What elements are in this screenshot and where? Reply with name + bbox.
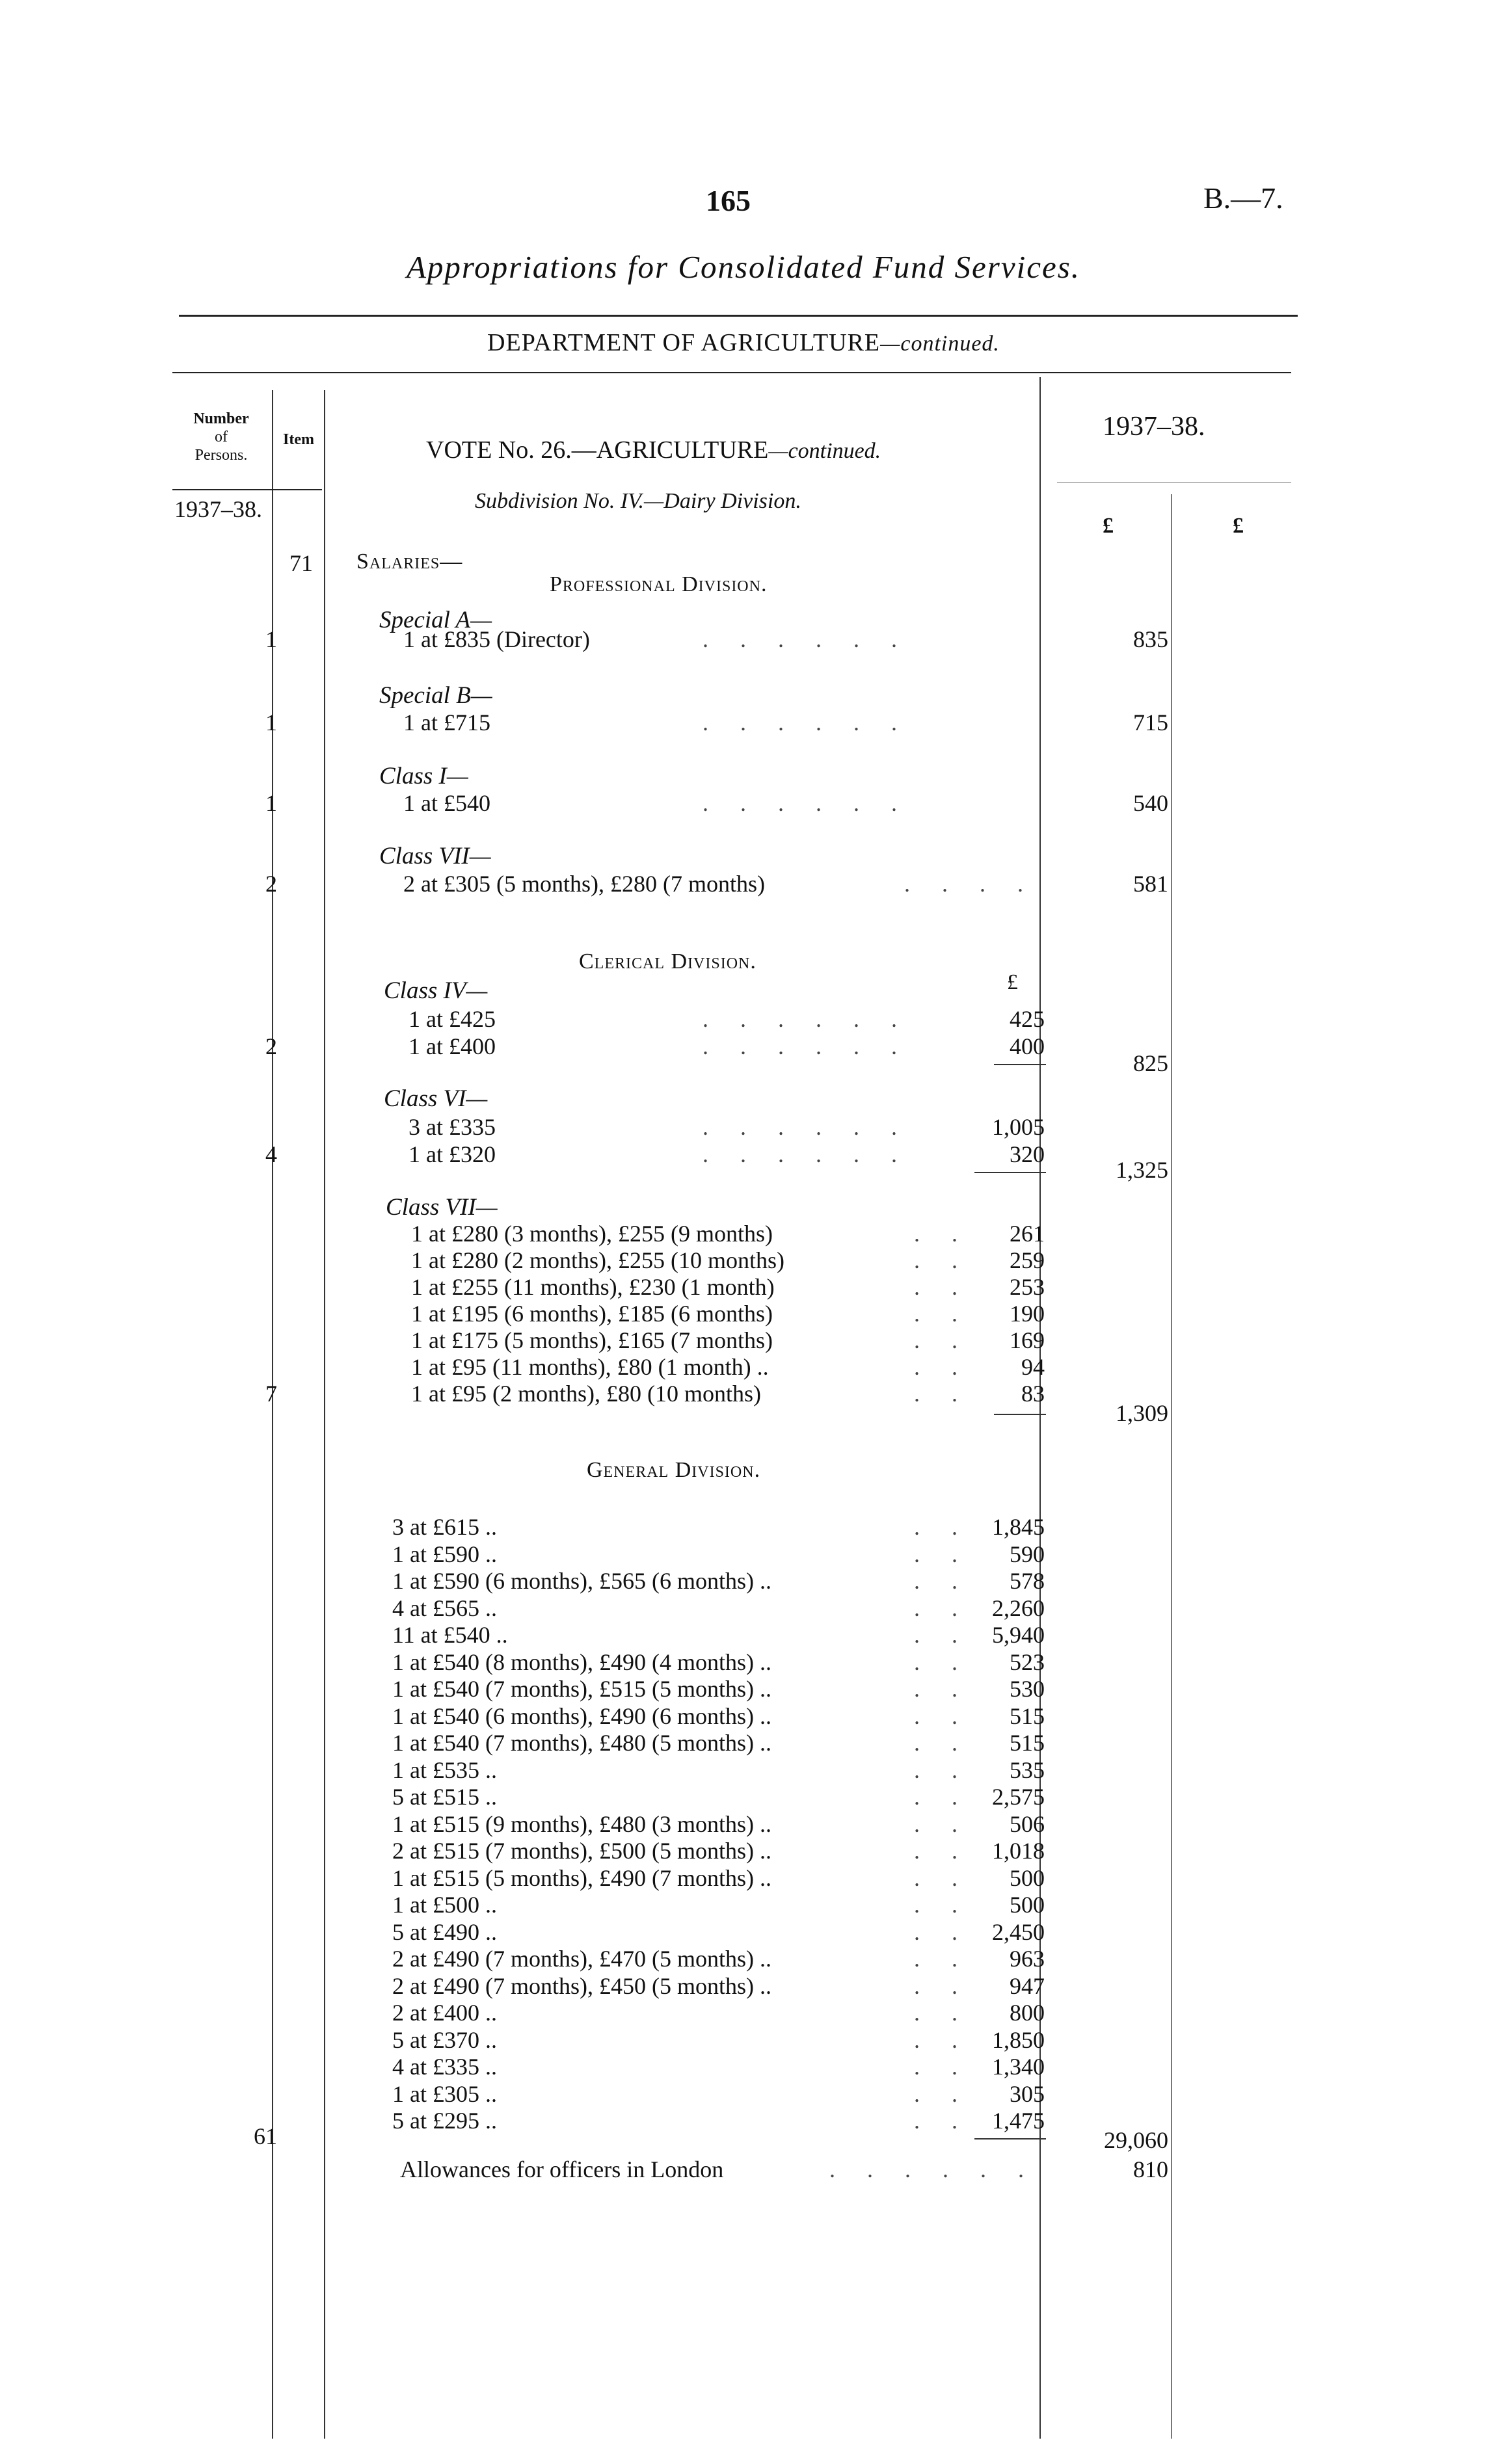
title-rule [179,315,1298,317]
page-title: Appropriations for Consolidated Fund Services. [406,249,1081,285]
subtotal-row: 29,060 [1104,2127,1168,2153]
group-label: Special A— [379,607,492,633]
table-row: 5 at £370 .. . . 1,850 [392,2026,1045,2053]
group-label: Class VII— [379,843,491,869]
table-row: 5 at £515 .. . . 2,575 [392,1784,1045,1810]
item-header: Item [283,431,314,448]
table-row: 1 at £175 (5 months), £165 (7 months) . . 169 [411,1327,1045,1353]
table-row: 2 at £515 (7 months), £500 (5 months) .. . . 1,018 [392,1838,1045,1864]
table-row: 1 at £515 (5 months), £490 (7 months) .. . . 500 [392,1864,1045,1891]
table-row: 4 at £565 .. . . 2,260 [392,1595,1045,1621]
clerical-division-heading: Clerical Division. [579,949,757,974]
table-row: 11 at £540 .. . . 5,940 [392,1622,1045,1648]
general-division-heading: General Division. [587,1458,761,1482]
table-row: 7 1 at £95 (2 months), £80 (10 months) . . 83 [265,1381,1045,1407]
table-row: 1 at £515 (9 months), £480 (3 months) .. . . 506 [392,1810,1045,1837]
subtotal-row: 1,325 [1116,1157,1168,1183]
document-reference: B.—7. [1203,181,1283,215]
pound-header-2: £ [1233,514,1244,538]
table-row: 1 at £280 (2 months), £255 (10 months) . . 259 [411,1247,1045,1273]
table-row: 5 at £295 .. . . 1,475 [392,2108,1045,2134]
table-row: 5 at £490 .. . . 2,450 [392,1918,1045,1945]
table-row: 1 at £540 (8 months), £490 (4 months) .. . . 523 [392,1649,1045,1675]
pound-inner: £ [1007,970,1018,994]
professional-division-heading: Professional Division. [550,572,768,596]
table-row: 1 at £590 .. . . 590 [392,1541,1045,1567]
group-label: Special B— [379,682,492,709]
allowances-row: Allowances for officers in London . . . . . . 810 [400,2156,1168,2182]
table-row: 1 at £425 . . . . . . 425 [409,1006,1045,1032]
table-row: 1 1 at £835 (Director) . . . . . . 835 [265,626,1168,652]
table-row: 1 at £305 .. . . 305 [392,2080,1045,2107]
table-row: 2 1 at £400 . . . . . . 400 [265,1033,1045,1059]
table-row: 2 2 at £305 (5 months), £280 (7 months) . . . . 581 [265,871,1168,897]
table-row: 1 at £540 (7 months), £480 (5 months) .. . . 515 [392,1730,1045,1756]
vote-title: VOTE No. 26.—AGRICULTURE—continued. [426,436,881,464]
table-row: 4 at £335 .. . . 1,340 [392,2054,1045,2080]
table-row: 3 at £615 .. . . 1,845 [392,1514,1045,1540]
table-row: 1 1 at £715 . . . . . . 715 [265,709,1168,735]
group-label: Class IV— [384,977,488,1004]
item-number: 71 [289,550,313,576]
table-row: 2 at £490 (7 months), £450 (5 months) .. . . 947 [392,1972,1045,1999]
subdivision-title: Subdivision No. IV.—Dairy Division. [475,489,801,513]
table-row: 2 at £400 .. . . 800 [392,2000,1045,2026]
table-row: 1 at £95 (11 months), £80 (1 month) .. . . 94 [411,1354,1045,1380]
page-number: 165 [706,184,751,217]
total-row: 61 [254,2123,277,2149]
table-row: 1 at £280 (3 months), £255 (9 months) . . 261 [411,1221,1045,1247]
table-row: 1 at £500 .. . . 500 [392,1892,1045,1918]
pound-header-1: £ [1103,514,1114,538]
year-right-header: 1937–38. [1103,412,1205,442]
table-row: 1 at £255 (11 months), £230 (1 month) . . 253 [411,1274,1045,1300]
table-row: 1 at £195 (6 months), £185 (6 months) . . 190 [411,1301,1045,1327]
group-label: Class I— [379,763,468,789]
table-row: 2 at £490 (7 months), £470 (5 months) .. . . 963 [392,1946,1045,1972]
subtotal-row: 825 [1133,1050,1168,1076]
year-left-header: 1937–38. [174,496,262,522]
subtotal-row: 1,309 [1116,1400,1168,1426]
table-row: 1 at £590 (6 months), £565 (6 months) .. . . 578 [392,1568,1045,1594]
table-row: 1 at £535 .. . . 535 [392,1756,1045,1783]
table-row: 4 1 at £320 . . . . . . 320 [265,1141,1045,1167]
header-rule-left [172,489,322,490]
number-of-persons-header: Number of Persons. [193,410,249,464]
group-label: Class VI— [384,1085,488,1112]
table-row: 1 at £540 (6 months), £490 (6 months) .. . . 515 [392,1702,1045,1729]
table-row: 3 at £335 . . . . . . 1,005 [409,1114,1045,1140]
group-label: Class VII— [386,1194,498,1221]
salaries-heading: Salaries— [356,550,463,574]
table-row: 1 at £540 (7 months), £515 (5 months) .. . . 530 [392,1676,1045,1702]
department-rule [172,372,1291,373]
department-heading: DEPARTMENT OF AGRICULTURE—continued. [487,329,1000,356]
table-row: 1 1 at £540 . . . . . . 540 [265,790,1168,816]
